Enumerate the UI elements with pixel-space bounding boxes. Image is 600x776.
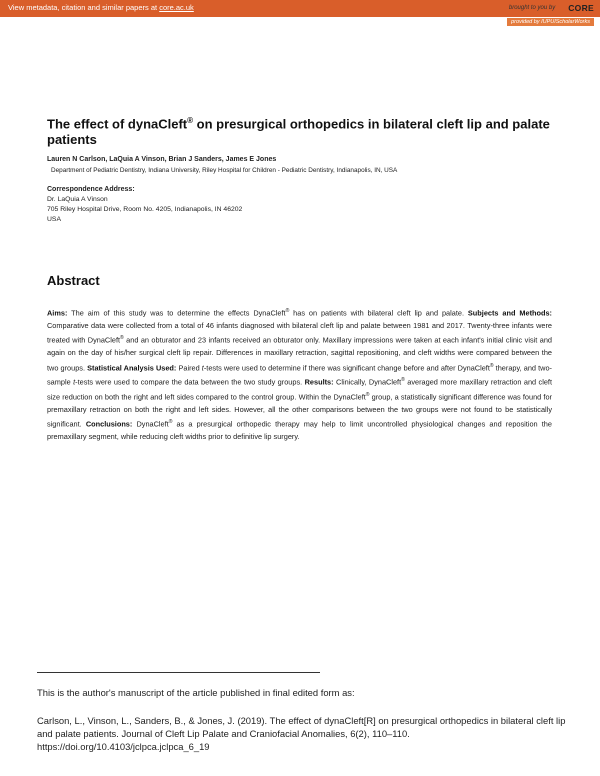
correspondence-country: USA	[47, 216, 61, 223]
stats-text: -tests were used to compare the data between the two study groups.	[75, 377, 305, 387]
stats-text: therapy, and two-sample	[47, 362, 552, 387]
stats-label: Statistical Analysis Used:	[87, 362, 177, 372]
brought-by-text: brought to you by	[508, 5, 556, 11]
title-reg: ®	[187, 116, 194, 125]
results-label: Results:	[304, 377, 334, 387]
conclusions-text: DynaCleft	[132, 419, 169, 429]
aims-text: has on patients with bilateral cleft lip and palate.	[289, 308, 468, 318]
methods-text: and an obturator and 23 infants received an obturator only. Maxillary impressions were taken at each infant's initial clinic visit and again on the day of his/her surgical cleft lip repair. Differences in maxillary retraction, sagittal repositioning, and cleft widths were compared between the two groups.	[47, 335, 552, 372]
citation: Carlson, L., Vinson, L., Sanders, B., & Jones, J. (2019). The effect of dynaCleft[R] on presurgical orthopedics in bilateral cleft lip and palate patients. Journal of Cleft Lip Palate and Craniofacial Anomalies, 6(2), 110–110. https://doi.org/10.4103/jclpca.jclpca_6_19	[37, 715, 566, 752]
abstract-heading: Abstract	[47, 273, 100, 288]
methods-label: Subjects and Methods:	[467, 308, 553, 318]
title-main: The effect of dynaCleft	[47, 116, 188, 132]
stats-text: -tests were used to determine if there was significant change before and after DynaCleft	[203, 362, 490, 372]
correspondence-street: 705 Riley Hospital Drive, Room No. 4205, Indianapolis, IN 46202	[47, 206, 243, 213]
t-italic: t	[201, 362, 204, 372]
stats-text: Paired	[176, 362, 202, 372]
core-logo-icon	[558, 5, 565, 12]
core-link-domain[interactable]: core.ac.uk	[159, 3, 194, 12]
conclusions-text: as a presurgical orthopedic therapy may help to limit uncontrolled physiological changes and reposition the premaxillary segment, while reducing cleft widths prior to definitive lip surgery.	[47, 419, 552, 442]
aims-label: Aims:	[47, 308, 68, 318]
paper-title	[47, 113, 557, 148]
aims-text: The aim of this study was to determine the effects DynaCleft	[67, 308, 286, 318]
methods-text: Comparative data were collected from a total of 46 infants diagnosed with bilateral cleft lip and palate between 1981 and 2017. Twenty-three infants were treated with DynaCleft	[47, 320, 552, 345]
results-text: Clinically, DynaCleft	[333, 377, 402, 387]
authors: Lauren N Carlson, LaQuia A Vinson, Brian J Sanders, James E Jones	[47, 156, 277, 163]
results-text: averaged more maxillary retraction and cleft size reduction on both the right and left sides compared to the control group. Within the DynaCleft	[47, 377, 553, 402]
core-link-text: View metadata, citation and similar papers at	[8, 3, 160, 12]
reg-mark: ®	[365, 392, 370, 399]
footnote-divider	[37, 672, 320, 673]
core-logo[interactable]: CORE	[568, 3, 594, 13]
affiliation: Department of Pediatric Dentistry, Indiana University, Riley Hospital for Children - Pediatric Dentistry, Indianapolis, IN, USA	[51, 167, 398, 174]
core-brand	[509, 3, 594, 13]
provided-by-badge[interactable]: provided by IUPUIScholarWorks	[507, 18, 594, 26]
manuscript-note: This is the author's manuscript of the article published in final edited form as:	[37, 687, 355, 698]
abstract-body	[47, 305, 552, 444]
t-italic: t	[73, 377, 76, 387]
reg-mark: ®	[120, 335, 124, 342]
reg-mark: ®	[168, 419, 173, 426]
reg-mark: ®	[401, 377, 405, 384]
correspondence-heading: Correspondence Address:	[47, 186, 135, 193]
title-rest: on presurgical orthopedics in bilateral cleft lip and palate patients	[47, 116, 550, 148]
conclusions-label: Conclusions:	[85, 419, 133, 429]
core-metadata-link[interactable]	[8, 3, 194, 12]
results-text: group, a statistically significant difference was found for premaxillary retraction on both the right and left sides. However, all the other comparisons between the two groups were not found to be statistically significant.	[47, 392, 553, 429]
correspondence-name: Dr. LaQuia A Vinson	[47, 196, 108, 203]
reg-mark: ®	[285, 308, 290, 314]
reg-mark: ®	[489, 362, 494, 369]
